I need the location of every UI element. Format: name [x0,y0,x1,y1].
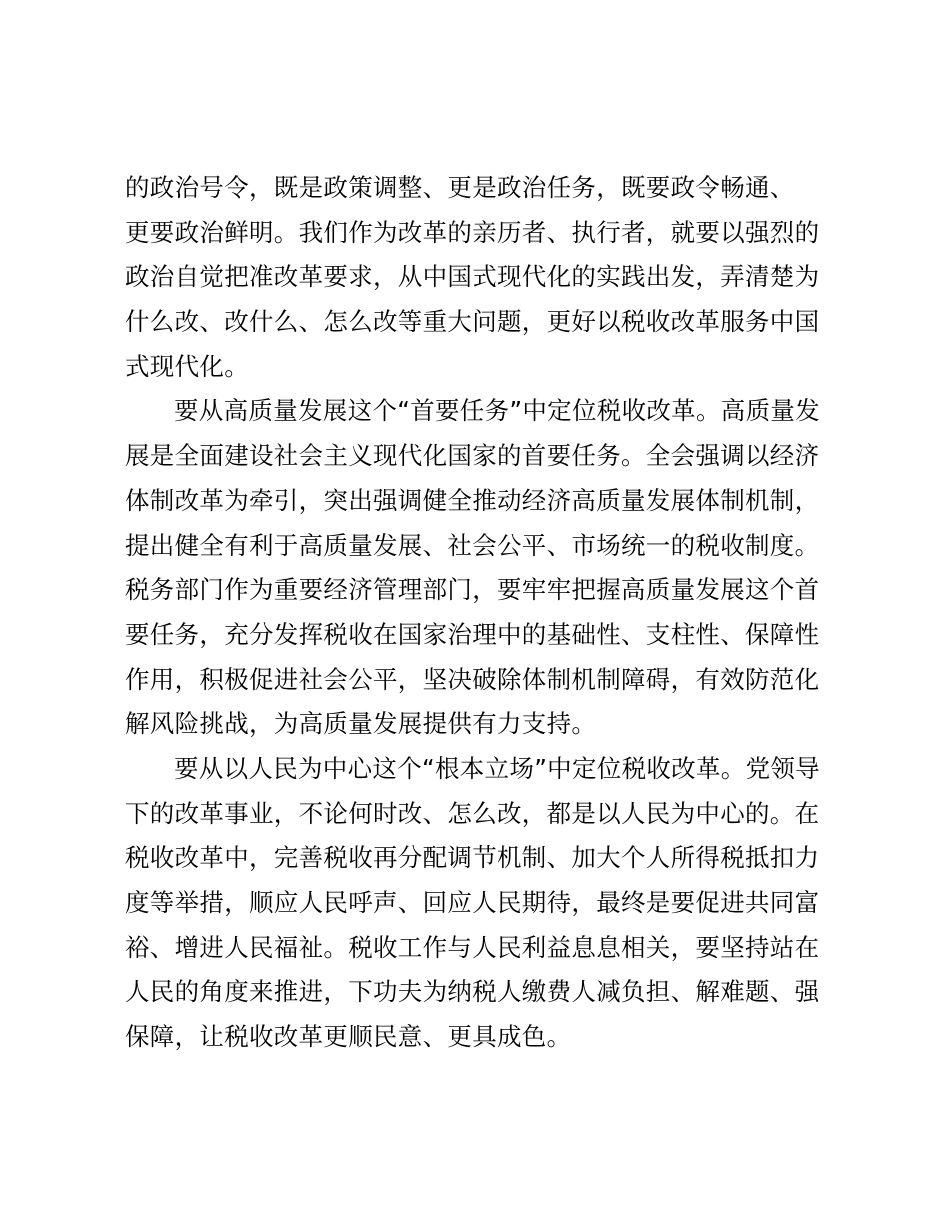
text-line: 政治自觉把准改革要求，从中国式现代化的实践出发，弄清楚为 [125,262,820,292]
text-line: 更要政治鲜明。我们作为改革的亲历者、执行者，就要以强烈的 [125,217,820,247]
text-line: 下的改革事业，不论何时改、怎么改，都是以人民为中心的。在 [125,798,820,828]
text-line: 保障，让税收改革更顺民意、更具成色。 [125,1022,572,1052]
text-line: 展是全面建设社会主义现代化国家的首要任务。全会强调以经济 [125,441,820,471]
text-line: 裕、增进人民福祉。税收工作与人民利益息息相关，要坚持站在 [125,932,820,962]
text-line: 要任务，充分发挥税收在国家治理中的基础性、支柱性、保障性 [125,619,820,649]
paragraph-first-line: 要从高质量发展这个“首要任务”中定位税收改革。高质量发 [174,396,820,426]
text-line: 体制改革为牵引，突出强调健全推动经济高质量发展体制机制， [125,485,820,515]
text-line: 什么改、改什么、怎么改等重大问题，更好以税收改革服务中国 [125,307,820,337]
text-line: 人民的角度来推进，下功夫为纳税人缴费人减负担、解难题、强 [125,977,820,1007]
document-body [125,166,845,1060]
text-line: 作用，积极促进社会公平，坚决破除体制机制障碍，有效防范化 [125,664,820,694]
text-line: 式现代化。 [125,351,249,381]
text-line: 提出健全有利于高质量发展、社会公平、市场统一的税收制度。 [125,530,820,560]
text-line: 税收改革中，完善税收再分配调节机制、加大个人所得税抵扣力 [125,843,820,873]
paragraph-first-line: 要从以人民为中心这个“根本立场”中定位税收改革。党领导 [174,753,820,783]
text-line: 度等举措，顺应人民呼声、回应人民期待，最终是要促进共同富 [125,888,820,917]
text-line: 的政治号令，既是政策调整、更是政治任务，既要政令畅通、 [125,173,795,202]
text-line: 税务部门作为重要经济管理部门，要牢牢把握高质量发展这个首 [125,575,820,605]
text-line: 解风险挑战，为高质量发展提供有力支持。 [125,709,597,739]
